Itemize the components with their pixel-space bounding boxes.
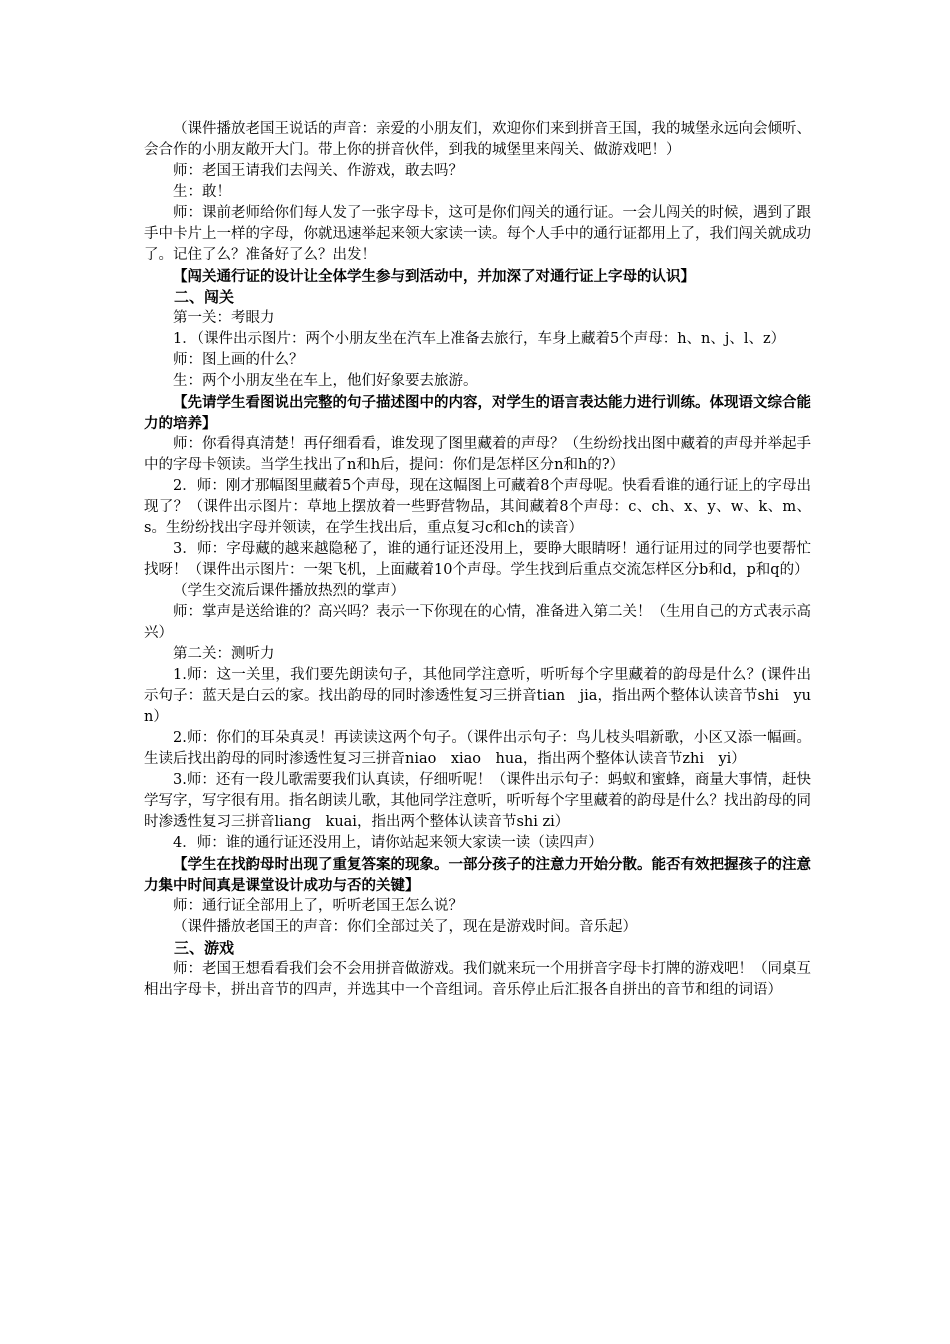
paragraph: 第二关：测听力 [173,646,275,662]
paragraph: 师：图上画的什么？ [173,352,304,368]
paragraph: 师：通行证全部用上了，听听老国王怎么说？ [173,898,463,914]
paragraph: （学生交流后课件播放热烈的掌声） [173,583,405,599]
paragraph: 师：老国王想看看我们会不会用拼音做游戏。我们就来玩一个用拼音字母卡打牌的游戏吧！（同桌互相出字母卡，拼出音节的四声，并选其中一个音组词。音乐停止后汇报各自拼出的音节和组的词语） [144,961,811,998]
paragraph: 师：你看得真清楚！再仔细看看，谁发现了图里藏着的声母？（生纷纷找出图中藏着的声母并举起手中的字母卡领读。当学生找出了n和h后，提问：你们是怎样区分n和h的?） [144,436,811,473]
document-body [144,119,811,1001]
paragraph: （课件播放老国王的声音：你们全部过关了，现在是游戏时间。音乐起） [173,919,637,935]
paragraph: 3．师：字母藏的越来越隐秘了，谁的通行证还没用上，要睁大眼睛呀！通行证用过的同学也要帮忙找呀！（课件出示图片：一架飞机，上面藏着10个声母。学生找到后重点交流怎样区分b和d，p和q的） [144,541,811,578]
paragraph: 师：掌声是送给谁的？高兴吗？表示一下你现在的心情，准备进入第二关！（生用自己的方式表示高兴） [144,604,811,641]
paragraph: 生：敢！ [173,184,231,200]
section-heading: 二、闯关 [174,288,235,306]
paragraph: 2.师：你们的耳朵真灵！再读读这两个句子。（课件出示句子：鸟儿枝头唱新歌，小区又添一幅画。生读后找出韵母的同时渗透性复习三拼音niao xiao hua，指出两个整体认读音节zhi yi） [144,730,811,767]
paragraph: 1.师：这一关里，我们要先朗读句子，其他同学注意听，听听每个字里藏着的韵母是什么？(课件出示句子：蓝天是白云的家。找出韵母的同时渗透性复习三拼音tian jia，指出两个整体认读音节shi yun） [144,667,811,725]
paragraph: 生：两个小朋友坐在车上，他们好象要去旅游。 [173,373,478,389]
section-heading: 三、游戏 [174,939,235,957]
paragraph: 师：老国王请我们去闯关、作游戏，敢去吗？ [173,163,463,179]
paragraph: 师：课前老师给你们每人发了一张字母卡，这可是你们闯关的通行证。一会儿闯关的时候，遇到了跟手中卡片上一样的字母，你就迅速举起来领大家读一读。每个人手中的通行证都用上了，我们闯关就成功了。记住了么？准备好了么？出发！ [144,205,811,263]
paragraph: （课件播放老国王说话的声音：亲爱的小朋友们，欢迎你们来到拼音王国，我的城堡永远向会倾听、会合作的小朋友敞开大门。带上你的拼音伙伴，到我的城堡里来闯关、做游戏吧！） [144,121,811,158]
paragraph: 1．（课件出示图片：两个小朋友坐在汽车上准备去旅行，车身上藏着5个声母：h、n、j、l、z） [173,331,786,347]
design-note: 【学生在找韵母时出现了重复答案的现象。一部分孩子的注意力开始分散。能否有效把握孩子的注意力集中时间真是课堂设计成功与否的关键】 [144,856,811,894]
paragraph: 第一关：考眼力 [173,310,275,326]
design-note: 【先请学生看图说出完整的句子描述图中的内容，对学生的语言表达能力进行训练。体现语文综合能力的培养】 [144,394,811,432]
paragraph: 4．师：谁的通行证还没用上，请你站起来领大家读一读（读四声） [173,835,603,851]
design-note: 【闯关通行证的设计让全体学生参与到活动中，并加深了对通行证上字母的认识】 [173,268,695,285]
paragraph: 3.师：还有一段儿歌需要我们认真读，仔细听呢！（课件出示句子：蚂蚁和蜜蜂，商量大事情，赶快学写字，写字很有用。指名朗读儿歌，其他同学注意听，听听每个字里藏着的韵母是什么？找出韵母的同时渗透性复习三拼音liang kuai，指出两个整体认读音节shi zi） [144,772,811,830]
paragraph: 2．师：刚才那幅图里藏着5个声母，现在这幅图上可藏着8个声母呢。快看看谁的通行证上的字母出现了？（课件出示图片：草地上摆放着一些野营物品，其间藏着8个声母：c、ch、x、y、w、k、m、s。生纷纷找出字母并领读，在学生找出后，重点复习c和ch的读音） [144,478,811,536]
